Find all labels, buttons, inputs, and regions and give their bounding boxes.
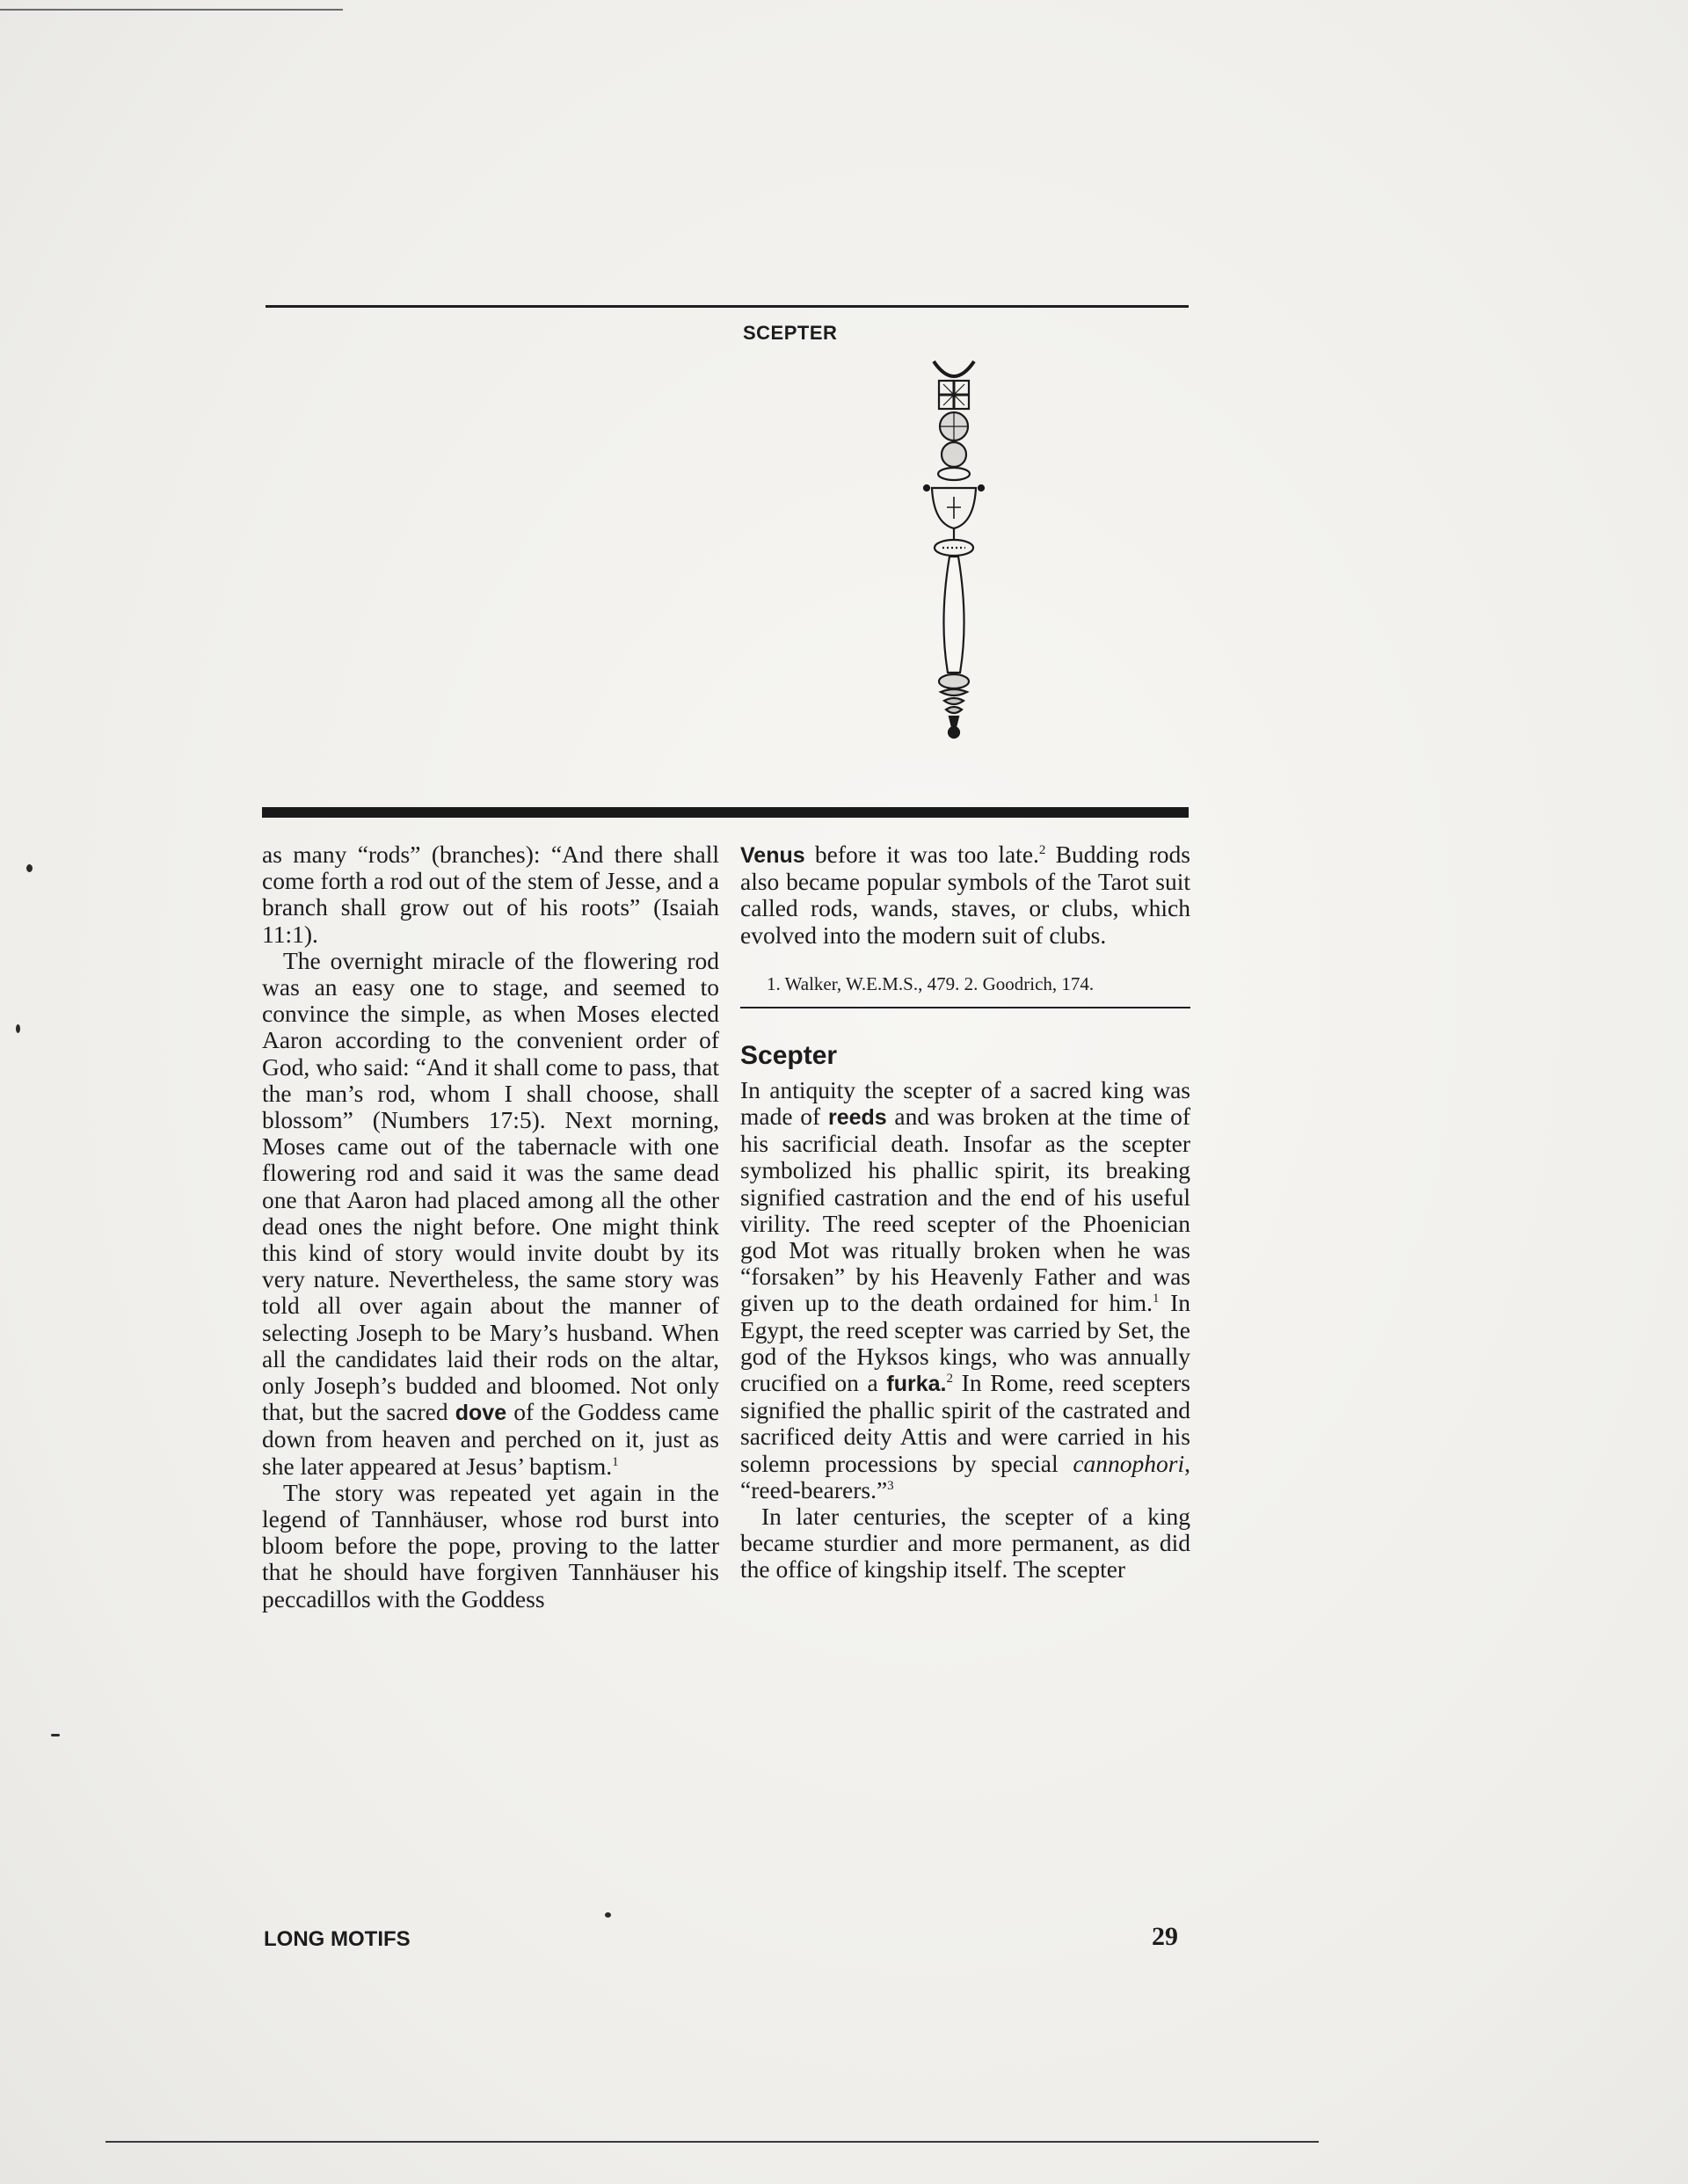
scepter-paragraph-1 xyxy=(740,1077,1190,1503)
left-paragraph-2-text: The overnight miracle of the flowering rod was an easy one to stage, and seemed to convince the simple, as when Moses elected Aaron according to the convenient order of God, who said: “And it shall come to pass, that the man’s rod, whom I shall choose, shall blossom” (Numbers 17:5). Next morning, Moses came out of the tabernacle with one flowering rod and said it was the same dead one that Aaron had placed among all the other dead ones the night before. One might think this kind of story would invite doubt by its very nature. Nevertheless, the same story was told all over again about the manner of selecting Joseph to be Mary’s husband. When all the candidates laid their rods on the altar, only Joseph’s budded and bloomed. Not only that, but the sacred xyxy=(262,946,719,1426)
cross-reference-reeds: reeds xyxy=(827,1105,887,1131)
scepter-paragraph-2: In later centuries, the scepter of a king became sturdier and more permanent, as did the office of kingship itself. The scepter xyxy=(740,1503,1190,1583)
entry-heading: Scepter xyxy=(740,1040,838,1070)
footnote-rule xyxy=(740,1007,1190,1008)
scan-edge-line-bottom xyxy=(106,2141,1319,2143)
scepter-text-b: and was broken at the time of his sacrificial death. Insofar as the scepter symbolized his phallic spirit, its breaking signified castration and the end of his useful virility. The reed scepter of the Phoenician god Mot was ritually broken when he was “forsaken” by his Heavenly Father and was given up to the death ordained for him. xyxy=(740,1103,1190,1317)
scepter-text-a: In antiquity the scepter of a sacred king was made of xyxy=(740,1075,1190,1131)
footnotes: 1. Walker, W.E.M.S., 479. 2. Goodrich, 174. xyxy=(767,972,1095,994)
page-number: 29 xyxy=(1152,1922,1178,1951)
scan-edge-line-top xyxy=(0,9,343,11)
footer-section-title: LONG MOTIFS xyxy=(264,1927,411,1951)
header-rule xyxy=(266,305,1189,308)
footnote-marker: 2 xyxy=(946,1372,953,1387)
right-column xyxy=(740,841,1190,1583)
right-paragraph-1-text-b: Budding rods also became popular symbols of the Tarot suit called rods, wands, staves, or clubs, which evolved into the modern suit of clubs. xyxy=(740,841,1191,949)
scan-speck xyxy=(26,864,33,872)
scepter-text-e: , “reed-bearers.” xyxy=(740,1449,1190,1503)
footnote-marker: 1 xyxy=(1153,1292,1160,1307)
left-paragraph-2-end: of the Goddess came down from heaven and perched on it, just as she later appeared at Jesus’ baptism. xyxy=(262,1398,720,1480)
scepter-text-d: In Rome, reed scepters signified the phallic spirit of the castrated and sacrificed deity Attis and were carried in his solemn processions by special xyxy=(740,1369,1190,1477)
left-paragraph-2 xyxy=(262,948,719,1480)
footnote-marker: 2 xyxy=(1038,843,1046,857)
scepter-text-c: In Egypt, the reed scepter was carried by Set, the god of the Hyksos kings, who was annually crucified on a xyxy=(740,1289,1190,1397)
left-column xyxy=(262,841,719,1613)
scan-speck xyxy=(16,1024,20,1033)
scepter-illustration xyxy=(914,356,993,743)
section-divider-rule xyxy=(262,807,1189,818)
left-paragraph-1: as many “rods” (branches): “And there shall come forth a rod out of the stem of Jesse, and a branch shall grow out of his roots” (Isaiah 11:1). xyxy=(262,841,719,948)
cross-reference-furka: furka. xyxy=(886,1372,947,1397)
cross-reference-dove: dove xyxy=(455,1401,507,1426)
running-head: SCEPTER xyxy=(743,322,838,344)
scepter-term-cannophori: cannophori xyxy=(1073,1449,1185,1477)
right-paragraph-1 xyxy=(740,841,1190,949)
scan-speck xyxy=(51,1734,60,1736)
cross-reference-venus: Venus xyxy=(740,843,805,868)
footnote-marker: 3 xyxy=(887,1478,894,1493)
left-paragraph-3: The story was repeated yet again in the legend of Tannhäuser, whose rod burst into bloom before the pope, proving to the latter that he should have forgiven Tannhäuser his peccadillos with the Goddess xyxy=(262,1478,719,1613)
scan-speck xyxy=(605,1912,611,1918)
footnote-marker: 1 xyxy=(612,1454,619,1469)
right-paragraph-1-text-a: before it was too late. xyxy=(804,841,1039,868)
